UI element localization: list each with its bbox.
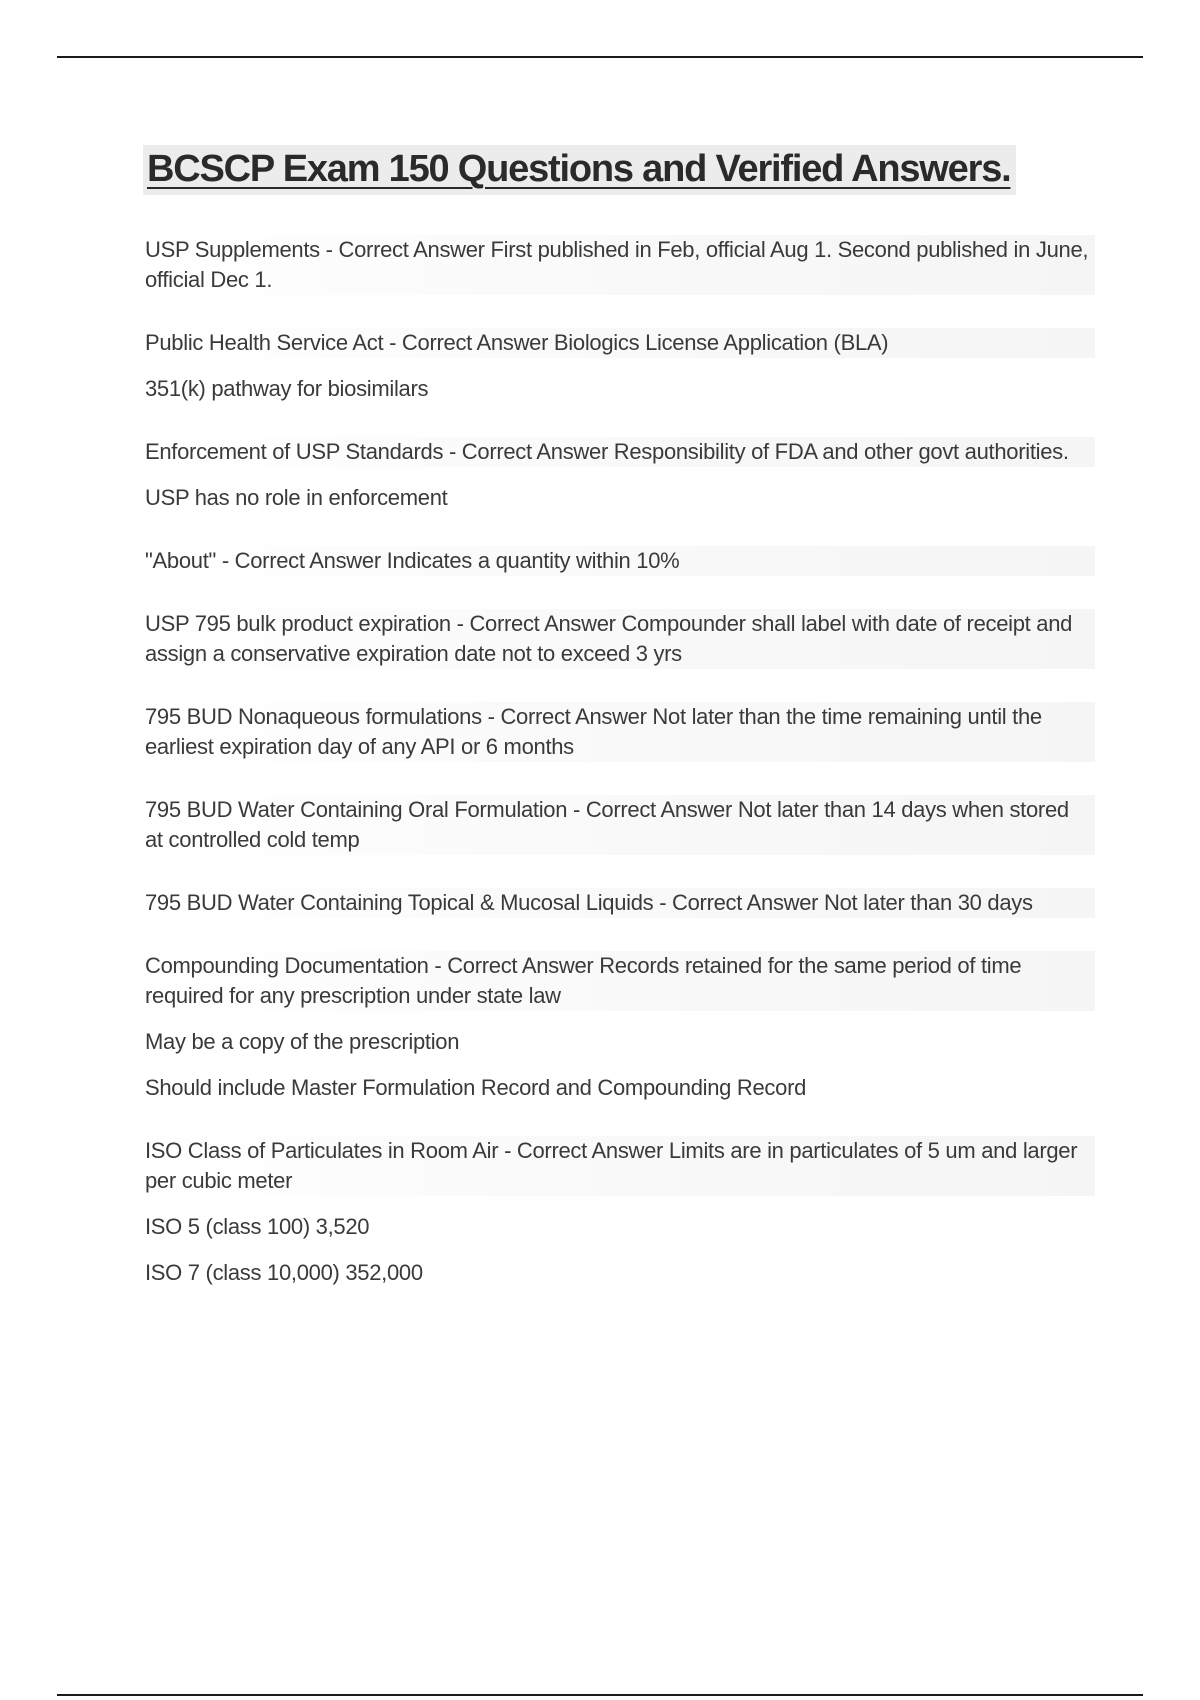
qa-entry bbox=[145, 328, 1095, 404]
qa-entry bbox=[145, 437, 1095, 513]
qa-note: May be a copy of the prescription bbox=[145, 1029, 460, 1054]
qa-entry bbox=[145, 235, 1095, 295]
qa-entry bbox=[145, 888, 1095, 918]
qa-text: 795 BUD Water Containing Topical & Mucosal Liquids - Correct Answer Not later than 30 days bbox=[145, 888, 1095, 918]
qa-entry bbox=[145, 702, 1095, 762]
qa-entry bbox=[145, 609, 1095, 669]
qa-entry bbox=[145, 546, 1095, 576]
top-page-rule bbox=[57, 56, 1143, 58]
bottom-page-rule bbox=[57, 1694, 1143, 1696]
qa-text: Enforcement of USP Standards - Correct Answer Responsibility of FDA and other govt authorities. bbox=[145, 437, 1095, 467]
qa-text: 795 BUD Nonaqueous formulations - Correct Answer Not later than the time remaining until the earliest expiration day of any API or 6 months bbox=[145, 702, 1095, 762]
qa-text: Compounding Documentation - Correct Answer Records retained for the same period of time required for any prescription under state law bbox=[145, 951, 1095, 1011]
qa-entry bbox=[145, 795, 1095, 855]
qa-list bbox=[145, 235, 1095, 1288]
qa-note: ISO 7 (class 10,000) 352,000 bbox=[145, 1260, 423, 1285]
qa-note: USP has no role in enforcement bbox=[145, 485, 448, 510]
qa-note: 351(k) pathway for biosimilars bbox=[145, 376, 429, 401]
title-highlight bbox=[143, 145, 1016, 195]
qa-text: 795 BUD Water Containing Oral Formulation - Correct Answer Not later than 14 days when stored at controlled cold temp bbox=[145, 795, 1095, 855]
qa-text: Public Health Service Act - Correct Answer Biologics License Application (BLA) bbox=[145, 328, 1095, 358]
qa-text: ISO Class of Particulates in Room Air - Correct Answer Limits are in particulates of 5 um and larger per cubic meter bbox=[145, 1136, 1095, 1196]
document-title: BCSCP Exam 150 Questions and Verified Answers. bbox=[147, 148, 1011, 190]
qa-text: USP 795 bulk product expiration - Correct Answer Compounder shall label with date of receipt and assign a conservative expiration date not to exceed 3 yrs bbox=[145, 609, 1095, 669]
qa-note: Should include Master Formulation Record and Compounding Record bbox=[145, 1075, 807, 1100]
qa-text: USP Supplements - Correct Answer First published in Feb, official Aug 1. Second published in June, official Dec 1. bbox=[145, 235, 1095, 295]
qa-text: "About" - Correct Answer Indicates a quantity within 10% bbox=[145, 546, 1095, 576]
qa-entry bbox=[145, 1136, 1095, 1288]
qa-note: ISO 5 (class 100) 3,520 bbox=[145, 1214, 370, 1239]
document-body bbox=[145, 145, 1095, 1288]
qa-entry bbox=[145, 951, 1095, 1103]
